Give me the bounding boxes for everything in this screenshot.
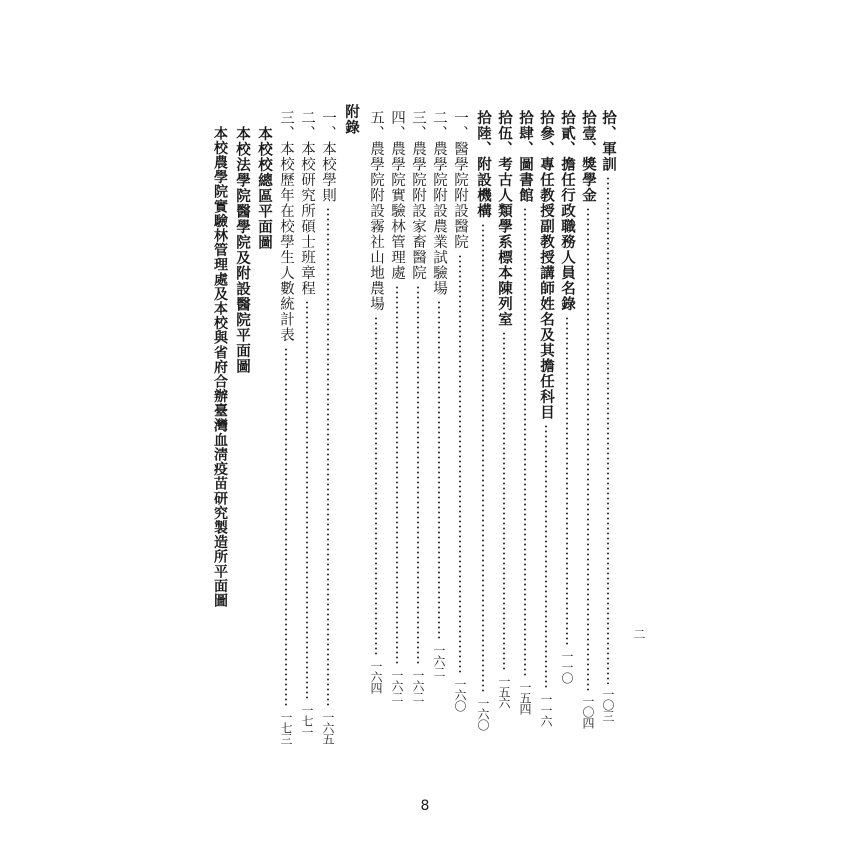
toc-entry-title: 拾壹、獎學金 (580, 110, 596, 203)
dot-leader (396, 285, 398, 665)
toc-entry-page: 一一六 (539, 693, 553, 726)
toc-entry (578, 110, 598, 728)
toc-entry-title: 三、農學院附設家畜醫院 (410, 110, 426, 281)
map-entry (232, 126, 252, 374)
appendix-title: 附錄 (343, 104, 359, 135)
toc-entry-title: 四、農學院實驗林管理處 (389, 110, 405, 281)
toc-entry-page: 一六四 (369, 659, 383, 693)
dot-leader (438, 300, 440, 640)
map-entry (254, 126, 274, 250)
toc-entry-page: 一六〇 (476, 696, 490, 730)
toc-entry-page: 一七一 (300, 704, 314, 737)
toc-entry-title: 五、農學院附設霧社山地農場 (368, 110, 384, 312)
dot-leader (566, 316, 568, 646)
dot-leader (417, 285, 419, 665)
toc-entry-page: 一〇四 (581, 695, 595, 728)
dot-leader (459, 254, 461, 674)
toc-entry-title: 拾肆、圖書館 (517, 110, 533, 203)
toc-entry (598, 110, 618, 721)
dot-leader (327, 207, 329, 707)
toc-entry-page: 一六五 (321, 711, 335, 744)
dot-leader (503, 331, 505, 671)
toc-entry-title: 拾貳、擔任行政職務人員名錄 (559, 110, 575, 312)
dot-leader (375, 316, 377, 656)
toc-entry (366, 110, 386, 693)
toc-entry-title: 拾、軍訓 (600, 110, 616, 172)
toc-entry (450, 110, 470, 711)
toc-entry (557, 110, 577, 683)
toc-entry-title: 二、本校研究所碩士班章程 (299, 110, 315, 296)
toc-entry-title: 拾陸、附設機構 (475, 110, 491, 219)
toc-entry-page: 一七三 (279, 710, 293, 744)
toc-entry-page: 一〇三 (601, 688, 615, 721)
toc-entry (429, 110, 449, 677)
map-entry-title: 本校農學院實驗林管理處及本校與省府合辦臺灣血淸疫苗研究製造所平面圖 (212, 126, 228, 608)
dot-leader (545, 424, 547, 689)
toc-entry-title: 二、農學院附設農業試驗場 (431, 110, 447, 296)
dot-leader (482, 223, 484, 693)
side-page-marker: 二 (632, 628, 646, 640)
toc-entry-title: 三、本校歷年在校學生人數統計表 (278, 110, 294, 343)
map-entry-title: 本校法學院醫學院及附設醫院平面圖 (234, 126, 250, 374)
toc-entry-page: 一六二 (390, 668, 404, 702)
toc-entry-page: 一五四 (518, 681, 532, 714)
dot-leader (607, 176, 609, 684)
toc-entry (318, 110, 338, 744)
toc-entry-title: 拾參、專任教授副教授講師姓名及其擔任科目 (538, 110, 554, 420)
dot-leader (524, 207, 526, 677)
toc-entry-title: 一、本校學則 (320, 110, 336, 203)
toc-entry-page: 一一〇 (560, 649, 574, 683)
toc-entry (297, 110, 317, 737)
toc-entry (536, 110, 556, 726)
toc-entry (387, 110, 407, 702)
toc-entry-page: 一六二 (432, 644, 446, 677)
page-number: 8 (420, 798, 430, 814)
toc-entry (408, 110, 428, 702)
toc-entry (494, 110, 514, 708)
appendix-heading (341, 104, 361, 135)
map-entry-title: 本校校總區平面圖 (256, 126, 272, 250)
toc-entry (515, 110, 535, 714)
toc-entry-title: 一、醫學院附設醫院 (452, 110, 468, 250)
dot-leader (306, 300, 308, 700)
dot-leader (285, 347, 287, 707)
toc-entry-page: 一六二 (411, 668, 425, 702)
toc-entry (473, 110, 493, 730)
toc-entry-page: 一五六 (497, 675, 511, 708)
toc-entry-page: 一六〇 (453, 677, 467, 711)
toc-entry-title: 拾伍、考古人類學系標本陳列室 (496, 110, 512, 327)
map-entry (210, 126, 230, 608)
dot-leader (587, 207, 589, 691)
toc-entry (276, 110, 296, 744)
